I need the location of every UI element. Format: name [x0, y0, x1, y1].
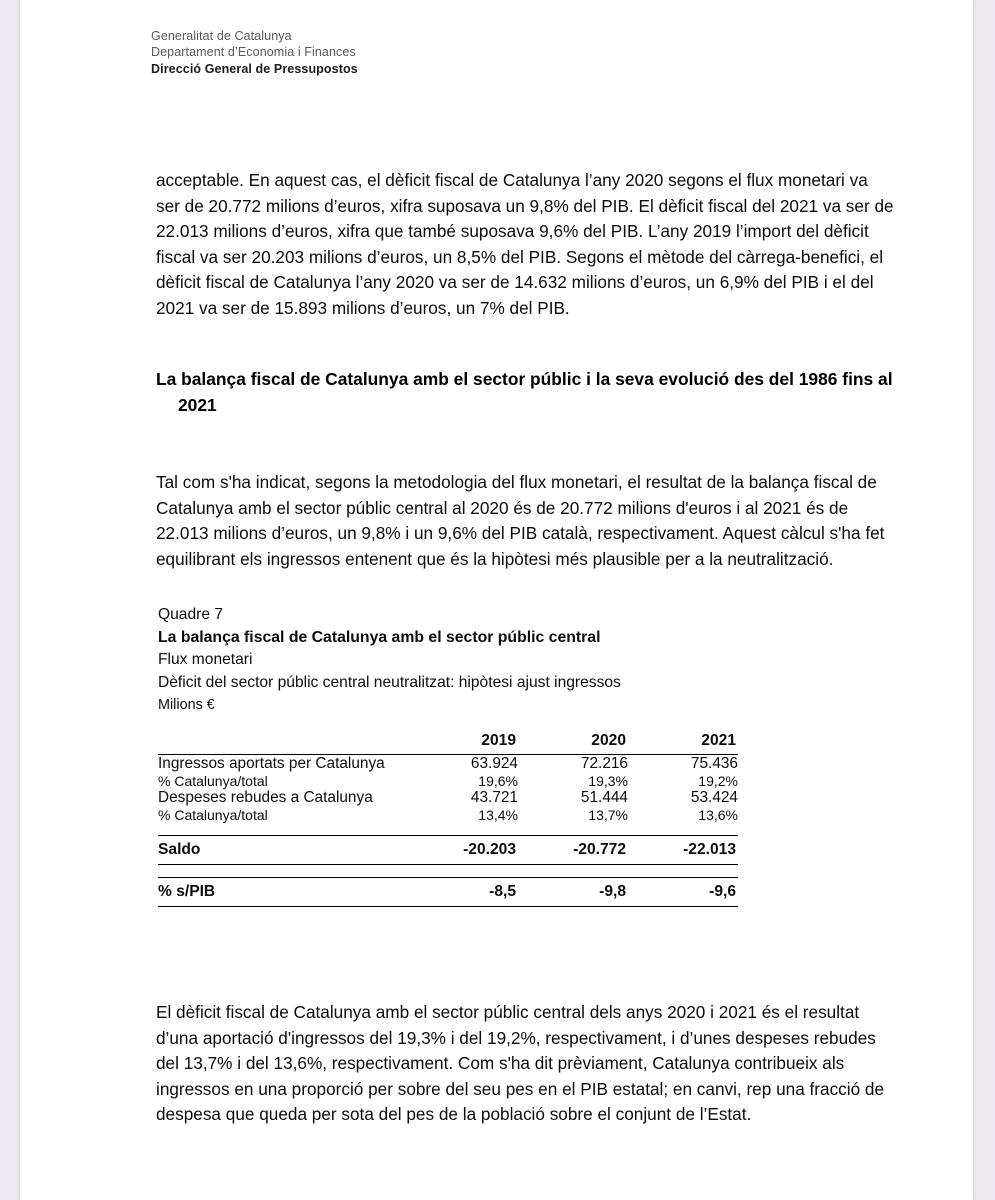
row-label: % Catalunya/total [158, 772, 268, 789]
table-header-row [158, 732, 738, 755]
section-heading-line-1: La balança fiscal de Catalunya amb el sector públic i la seva evolució des del [156, 369, 794, 389]
table-subtitle: Dèficit del sector públic central neutralitzat: hipòtesi ajust ingressos [158, 673, 621, 691]
row-value-2021: -22.013 [628, 835, 738, 864]
table-units: Milions € [158, 697, 215, 714]
row-label: Despeses rebudes a Catalunya [158, 788, 373, 806]
letterhead-line-institution: Generalitat de Catalunya [151, 29, 292, 43]
spacer-cell [158, 823, 408, 836]
row-value-2021: 53.424 [690, 788, 738, 806]
paragraph-conclusion: El dèficit fiscal de Catalunya amb el sector públic central dels anys 2020 i 2021 és el resultat d’una aportació d'ingressos del 19,3% i del 19,2%, respectivament, i d’unes despeses rebudes del 13,7% i del 13,6%, respectivament. Com s'ha dit prèviament, Catalunya contribueix als ingressos en una proporció per sobre del seu pes en el PIB estatal; en canvi, rep una fracció de despesa que queda per sota del pes de la població sobre el conjunt de l’Estat. [156, 1002, 885, 1125]
table-header-2020: 2020 [518, 732, 628, 755]
row-value-2020: 13,7% [588, 806, 628, 823]
table-header-2021: 2021 [628, 732, 738, 755]
spacer-cell [158, 864, 408, 877]
letterhead-line-department: Departament d’Economia i Finances [151, 45, 356, 60]
row-value-2021: 19,2% [698, 772, 738, 789]
spacer-cell [518, 864, 628, 877]
row-value-2019: 13,4% [478, 806, 518, 823]
table-row [158, 773, 738, 789]
row-value-2020: 72.216 [580, 754, 628, 772]
row-label: Saldo [158, 835, 408, 864]
letterhead [151, 28, 358, 77]
row-value-2021: 13,6% [698, 806, 738, 823]
row-value-2021: -9,6 [628, 877, 738, 906]
table-spacer [158, 823, 738, 836]
table-row [158, 754, 738, 773]
row-value-2019: 63.924 [470, 754, 518, 772]
spacer-cell [408, 823, 518, 836]
table-row-pib [158, 877, 738, 906]
row-label: % Catalunya/total [158, 806, 268, 823]
paragraph-methodology: Tal com s'ha indicat, segons la metodologia del flux monetari, el resultat de la balança fiscal de Catalunya amb el sector públic central al 2020 és de 20.772 milions d'euros i al 2021 és de 22.013 milions d’euros, un 9,8% i un 9,6% del PIB català, respectivament. Aquest càlcul s'ha fet equilibrant els ingressos entenent que és la hipòtesi més plausible per a la neutralització. [156, 472, 885, 569]
table-row [158, 789, 738, 807]
row-value-2019: 19,6% [478, 772, 518, 789]
fiscal-balance-table [158, 732, 738, 907]
row-value-2020: -20.772 [518, 835, 628, 864]
row-value-2020: -9,8 [518, 877, 628, 906]
row-value-2019: -8,5 [408, 877, 518, 906]
row-value-2021: 75.436 [690, 754, 738, 772]
table-method: Flux monetari [158, 651, 253, 669]
table-number: Quadre 7 [158, 606, 224, 623]
table-title: La balança fiscal de Catalunya amb el sector públic central [158, 628, 601, 646]
row-value-2020: 51.444 [580, 788, 628, 806]
table-spacer [158, 864, 738, 877]
spacer-cell [628, 823, 738, 836]
section-heading [156, 366, 908, 418]
row-label: % s/PIB [158, 877, 408, 906]
table-header-blank [158, 732, 408, 755]
paragraph-intro: acceptable. En aquest cas, el dèficit fiscal de Catalunya l’any 2020 segons el flux monetari va ser de 20.772 milions d’euros, xifra suposava un 9,8% del PIB. El dèficit fiscal del 2021 va ser de 22.013 milions d’euros, xifra que també suposava 9,6% del PIB. L’any 2019 l’import del dèficit fiscal va ser 20.203 milions d’euros, un 8,5% del PIB. Segons el mètode del càrrega-benefici, el dèficit fiscal de Catalunya l’any 2020 va ser de 14.632 milions d’euros, un 6,9% del PIB i el del 2021 va ser de 15.893 milions d’euros, un 7% del PIB. [156, 170, 894, 318]
spacer-cell [518, 823, 628, 836]
row-label: Ingressos aportats per Catalunya [158, 754, 385, 772]
table-header-2019: 2019 [408, 732, 518, 755]
row-value-2019: -20.203 [408, 835, 518, 864]
table-body [158, 754, 738, 906]
document-page [20, 0, 973, 1200]
table-row [158, 807, 738, 823]
row-value-2020: 19,3% [588, 772, 628, 789]
section-heading-line-2: 1986 fins al 2021 [178, 369, 893, 415]
row-value-2019: 43.721 [470, 788, 518, 806]
table-row-saldo [158, 835, 738, 864]
spacer-cell [628, 864, 738, 877]
spacer-cell [408, 864, 518, 877]
letterhead-line-directorate: Direcció General de Pressupostos [151, 61, 358, 76]
table-block [158, 604, 758, 907]
